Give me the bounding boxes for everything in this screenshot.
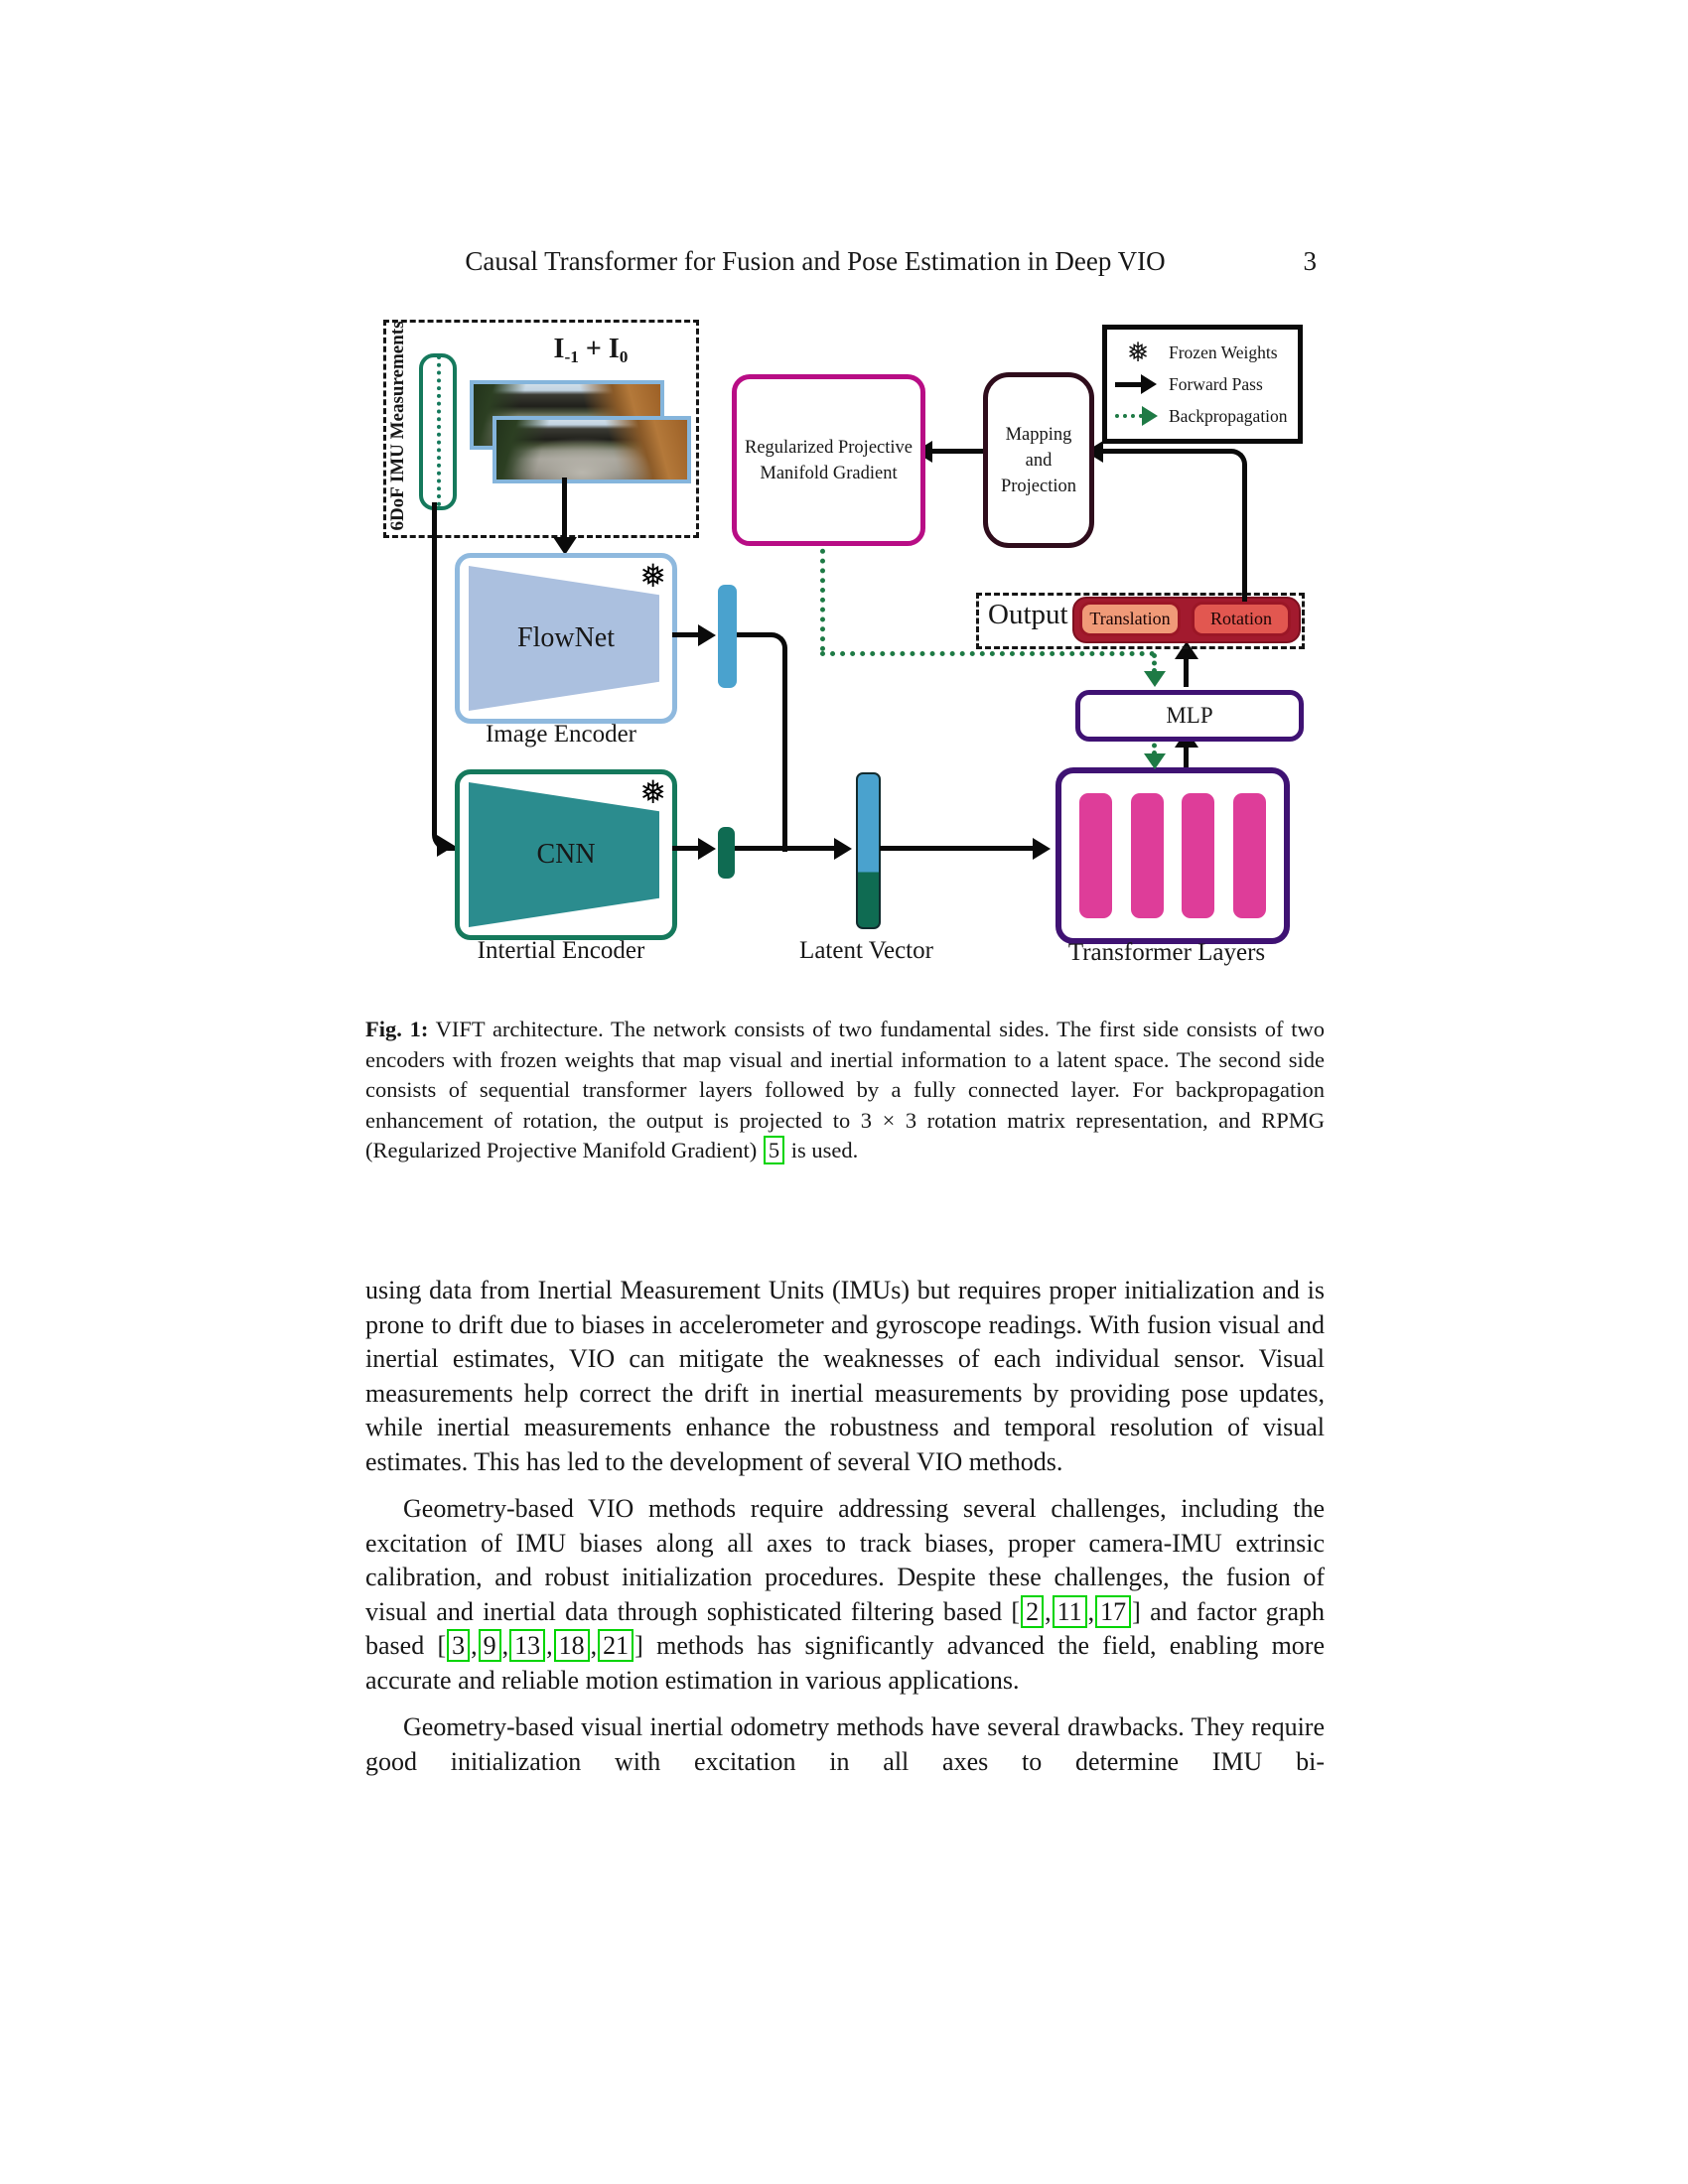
translation-pill <box>1079 602 1181 636</box>
text-segment: -1 <box>564 347 579 367</box>
inertial-feature-bar <box>718 827 735 879</box>
forward-line <box>735 846 836 851</box>
forward-arrow-icon <box>1115 373 1161 395</box>
rpmg-box <box>732 374 925 546</box>
page-number: 3 <box>1303 246 1317 276</box>
translation-label: Translation <box>1089 609 1171 628</box>
backprop-line <box>1152 653 1157 673</box>
forward-arrow <box>698 838 716 860</box>
text-segment: VIFT architecture. The network consists of two fundamental sides. The first side consists of two encoders with frozen weights that map visual and inertial information to a latent space. The second side consists of sequential transformer layers followed by a fully connected layer. For backpropagation enhancement of rotation, the output is projected to 3 × 3 rotation matrix representation, and RPMG (Regularized Projective Manifold Gradient) <box>365 1017 1325 1162</box>
paragraph: Geometry-based visual inertial odometry methods have several drawbacks. They require good initialization with excitation in all axes to determine IMU bi- <box>365 1712 1325 1776</box>
body-text <box>365 1274 1325 1792</box>
text-segment: , <box>590 1631 598 1660</box>
latent-vector-bar <box>856 772 881 929</box>
forward-arrow-into-latent <box>834 838 852 860</box>
transformer-layer-bar <box>1079 793 1112 918</box>
citation-link[interactable]: 2 <box>1021 1595 1044 1628</box>
imu-dots <box>437 355 441 506</box>
backprop-arrow-icon <box>1115 405 1161 427</box>
rpmg-line1: Regularized Projective <box>744 437 913 458</box>
legend-forward-pass <box>1115 373 1290 395</box>
cnn-box <box>455 769 677 940</box>
citation-link[interactable]: 5 <box>764 1136 784 1164</box>
legend-forward-label: Forward Pass <box>1169 373 1263 394</box>
inertial-encoder-caption: Intertial Encoder <box>477 937 645 964</box>
backprop-line <box>820 651 1155 656</box>
paragraph <box>365 1492 1325 1698</box>
text-segment: ] and factor graph based [ <box>365 1596 1325 1660</box>
forward-line <box>880 846 1033 851</box>
frozen-snowflake-icon: ❅ <box>639 558 666 594</box>
citation-link[interactable]: 17 <box>1095 1595 1131 1628</box>
latent-vector-caption: Latent Vector <box>799 937 933 964</box>
text-segment: + <box>578 334 609 364</box>
text-segment: Fig. 1: <box>365 1017 429 1041</box>
flownet-label: FlowNet <box>517 622 615 653</box>
output-pose-container <box>1072 597 1301 643</box>
forward-line <box>1184 655 1189 687</box>
citation-link[interactable]: 21 <box>598 1629 633 1662</box>
mapping-projection-box <box>983 372 1094 548</box>
backprop-arrow-into-transformer <box>1144 753 1166 769</box>
legend-frozen-label: Frozen Weights <box>1169 341 1278 362</box>
legend-backpropagation <box>1115 405 1290 427</box>
forward-arrow-into-transformer <box>1033 838 1051 860</box>
mlp-box <box>1075 690 1304 742</box>
text-segment: , <box>1045 1596 1052 1626</box>
citation-link[interactable]: 13 <box>509 1629 545 1662</box>
backprop-line <box>820 539 825 651</box>
cnn-label: CNN <box>536 839 596 870</box>
paragraph: using data from Inertial Measurement Units (IMUs) but requires proper initialization and is prone to drift due to biases in accelerometer and gyroscope readings. With fusion visual and inertial estimates, VIO can mitigate the weaknesses of each individual sensor. Visual measurements help correct the drift in inertial measurements by providing pose updates, while inertial measurements enhance the robustness and temporal resolution of visual estimates. This has led to the development of several VIO methods. <box>365 1276 1325 1476</box>
frozen-snowflake-icon: ❅ <box>1126 338 1150 367</box>
rpmg-line2: Manifold Gradient <box>760 463 898 483</box>
mapping-line3: Projection <box>1000 476 1077 496</box>
forward-line <box>1090 449 1247 602</box>
citation-link[interactable]: 3 <box>447 1629 470 1662</box>
transformer-layers-caption: Transformer Layers <box>1067 939 1266 966</box>
output-label: Output <box>988 599 1068 630</box>
text-segment: ] methods has significantly advanced the field, enabling more accurate and reliable motion estimation in various applications. <box>365 1631 1326 1695</box>
text-segment: I <box>553 334 565 364</box>
text-segment: , <box>501 1631 509 1660</box>
frozen-snowflake-icon: ❅ <box>639 774 666 810</box>
mlp-label: MLP <box>1166 703 1213 728</box>
forward-line <box>737 632 787 852</box>
rotation-pill <box>1192 602 1291 636</box>
citation-link[interactable]: 9 <box>479 1629 501 1662</box>
transformer-layer-bar <box>1233 793 1266 918</box>
citation-link[interactable]: 11 <box>1053 1595 1087 1628</box>
forward-line <box>432 502 455 851</box>
forward-arrow-into-cnn <box>437 835 455 857</box>
page-title: Causal Transformer for Fusion and Pose Estimation in Deep VIO <box>465 246 1166 276</box>
text-segment: , <box>1087 1596 1095 1626</box>
forward-arrow <box>698 624 716 646</box>
forward-line <box>927 449 983 454</box>
mapping-line2: and <box>1025 450 1053 471</box>
text-segment: 0 <box>619 347 629 367</box>
legend-frozen-weights <box>1115 338 1290 367</box>
legend-backprop-label: Backpropagation <box>1169 405 1288 426</box>
backprop-arrow-into-mlp <box>1144 671 1166 687</box>
rotation-label: Rotation <box>1210 609 1272 628</box>
image-encoder-caption: Image Encoder <box>485 721 636 748</box>
running-head <box>365 246 1325 280</box>
transformer-layer-bar <box>1182 793 1214 918</box>
text-segment: , <box>471 1631 478 1660</box>
figure-legend <box>1102 325 1303 444</box>
mapping-line1: Mapping <box>1005 424 1072 445</box>
image-pair-label <box>496 334 685 367</box>
transformer-layer-bar <box>1131 793 1164 918</box>
road-scene-image-current <box>492 416 691 483</box>
transformer-layers-box <box>1055 767 1290 944</box>
text-segment: is used. <box>785 1138 859 1162</box>
flownet-box <box>455 553 677 724</box>
text-segment: I <box>608 334 620 364</box>
visual-feature-bar <box>718 585 737 688</box>
forward-line <box>1184 746 1189 767</box>
imu-measurement-sequence <box>419 353 457 510</box>
text-segment: , <box>546 1631 553 1660</box>
citation-link[interactable]: 18 <box>554 1629 590 1662</box>
text-segment: Geometry-based VIO methods require addressing several challenges, including the excitation of IMU biases along all axes to track biases, proper camera-IMU extrinsic calibration, and robust initialization procedures. Despite these challenges, the fusion of visual and inertial data through sophisticated filtering based [ <box>365 1494 1325 1626</box>
forward-line <box>562 478 567 541</box>
figure-caption <box>365 1015 1325 1166</box>
imu-measurements-label: 6DoF IMU Measurements <box>387 321 408 531</box>
